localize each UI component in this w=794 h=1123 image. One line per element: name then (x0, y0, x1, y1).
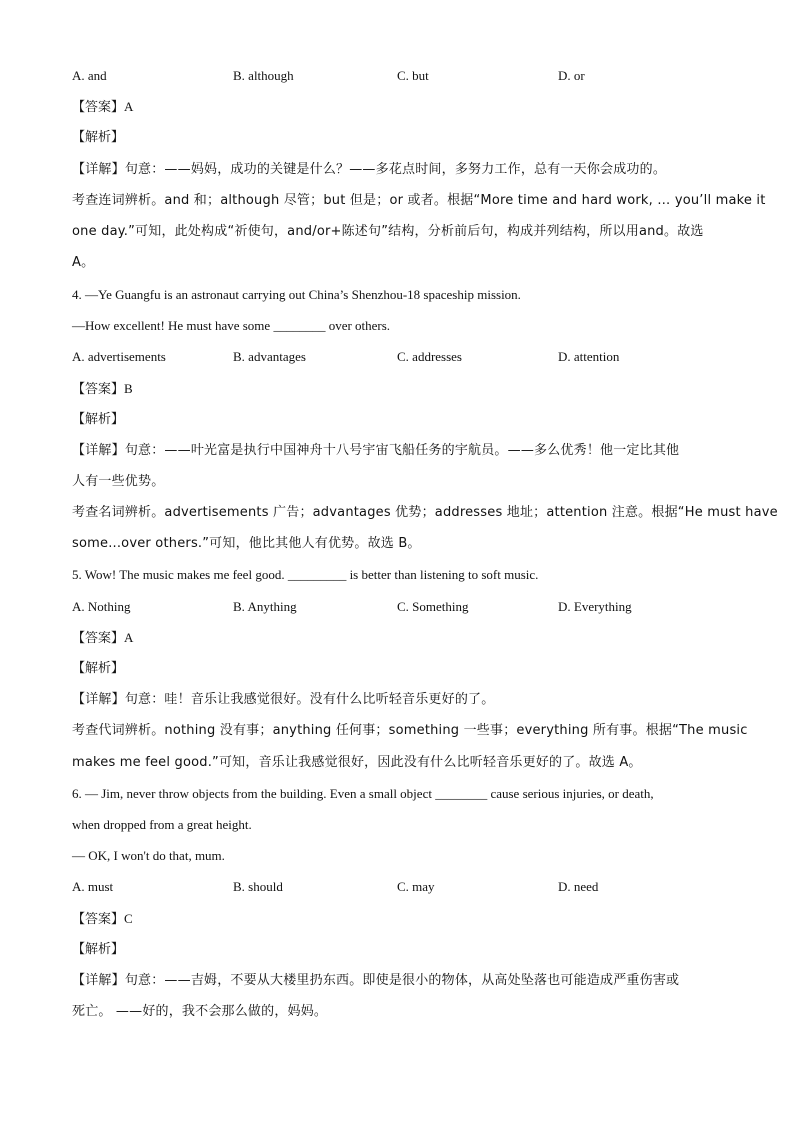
option-c: C. addresses (397, 349, 462, 364)
detail-text: one day.”可知，此处构成“祈使句，and/or+陈述句”结构，分析前后句，构成并列结构，所以用and。故选 (72, 224, 704, 239)
question-text: 6. — Jim, never throw objects from the building. Even a small object ________ cause serious injuries, or death, (72, 786, 654, 801)
option-c: C. may (397, 879, 435, 894)
answer-label: 【答案】 (72, 100, 125, 115)
option-b: B. should (233, 879, 283, 894)
answer-label: 【答案】 (72, 631, 125, 646)
detail-text: some...over others.”可知，他比其他人有优势。故选 B。 (72, 536, 421, 551)
answer-value: A (124, 99, 134, 114)
answer-label: 【答案】 (72, 912, 125, 927)
answer-line (72, 910, 133, 929)
question-text: —How excellent! He must have some ________ over others. (72, 318, 391, 333)
question-text: — OK, I won't do that, mum. (72, 848, 225, 863)
option-b: B. advantages (233, 349, 306, 364)
question-text: 5. Wow! The music makes me feel good. _________ is better than listening to soft music. (72, 567, 539, 582)
detail-label: 【详解】 (72, 692, 125, 707)
detail-line (72, 442, 679, 460)
option-b: B. Anything (233, 599, 297, 614)
detail-text: 考查代词辨析。nothing 没有事；anything 任何事；something 一些事；everything 所有事。根据“The music (72, 723, 748, 738)
option-a: A. and (72, 68, 107, 83)
answer-label: 【答案】 (72, 382, 125, 397)
detail-line (72, 161, 666, 179)
detail-label: 【详解】 (72, 443, 125, 458)
detail-text: 考查名词辨析。advertisements 广告；advantages 优势；addresses 地址；attention 注意。根据“He must have (72, 505, 778, 520)
detail-text: makes me feel good.”可知，音乐让我感觉很好，因此没有什么比听轻音乐更好的了。故选 A。 (72, 755, 642, 770)
answer-line (72, 629, 133, 648)
option-d: D. Everything (558, 599, 632, 614)
answer-line (72, 98, 133, 117)
question-text: 4. —Ye Guangfu is an astronaut carrying out China’s Shenzhou-18 spaceship mission. (72, 287, 521, 302)
question-text: when dropped from a great height. (72, 817, 252, 832)
detail-text: 人有一些优势。 (72, 474, 165, 489)
option-d: D. attention (558, 349, 620, 364)
option-c: C. Something (397, 599, 469, 614)
detail-text: A。 (72, 255, 95, 270)
detail-text: 句意：——叶光富是执行中国神舟十八号宇宙飞船任务的宇航员。——多么优秀！他一定比其他 (124, 443, 680, 458)
analysis-label: 【解析】 (72, 130, 125, 145)
detail-label: 【详解】 (72, 162, 125, 177)
detail-text: 句意：——妈妈，成功的关键是什么？——多花点时间，多努力工作，总有一天你会成功的。 (124, 162, 667, 177)
option-c: C. but (397, 68, 429, 83)
detail-text: 考查连词辨析。and 和；although 尽管；but 但是；or 或者。根据“More time and hard work, … you’ll make it (72, 193, 766, 208)
analysis-label: 【解析】 (72, 661, 125, 676)
answer-value: C (124, 911, 133, 926)
detail-text: 句意：哇！音乐让我感觉很好。没有什么比听轻音乐更好的了。 (124, 692, 495, 707)
answer-line (72, 380, 133, 399)
answer-value: A (124, 630, 134, 645)
analysis-label: 【解析】 (72, 412, 125, 427)
option-b: B. although (233, 68, 294, 83)
option-a: A. Nothing (72, 599, 131, 614)
option-d: D. need (558, 879, 599, 894)
detail-line (72, 972, 679, 990)
option-a: A. advertisements (72, 349, 166, 364)
analysis-label: 【解析】 (72, 942, 125, 957)
detail-label: 【详解】 (72, 973, 125, 988)
answer-value: B (124, 381, 133, 396)
detail-text: 句意：——吉姆，不要从大楼里扔东西。即使是很小的物体，从高处坠落也可能造成严重伤害或 (124, 973, 680, 988)
detail-line (72, 691, 494, 709)
option-a: A. must (72, 879, 114, 894)
detail-text: 死亡。 ——好的，我不会那么做的，妈妈。 (72, 1004, 328, 1019)
option-d: D. or (558, 68, 585, 83)
